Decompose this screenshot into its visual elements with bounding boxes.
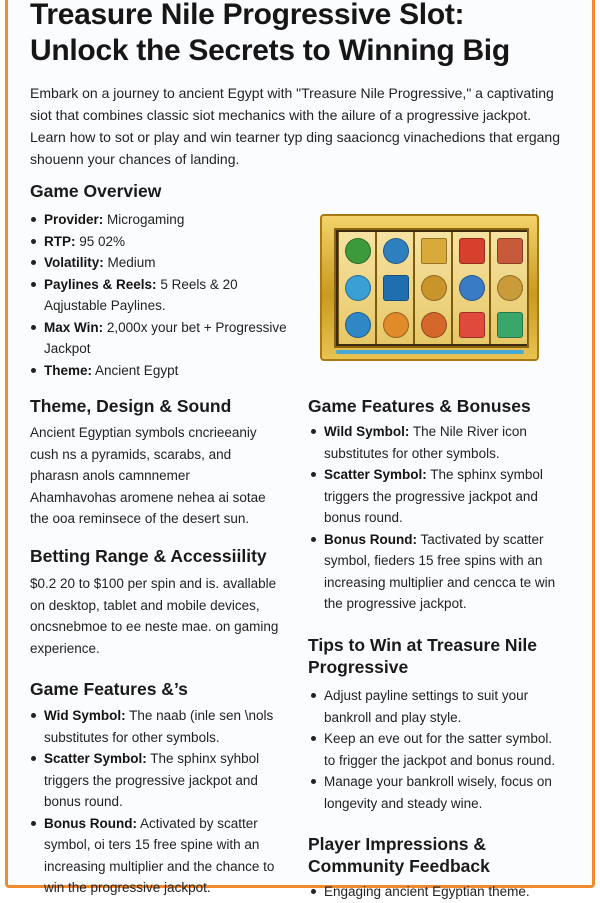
letter-a-symbol-icon	[497, 312, 523, 338]
tips-list	[310, 685, 558, 814]
ankh-symbol-icon	[345, 312, 371, 338]
list-item: Engaging ancient Egyptian theme.	[310, 881, 558, 903]
letter-a-symbol-icon	[497, 238, 523, 264]
gem-symbol-icon	[345, 275, 371, 301]
intro-paragraph: Embark on a journey to ancient Egypt with "Treasure Nile Progressive," a captivating siot that combines classic siot mechanics with the ailure of a progressive jackpot. Learn how to sot or play and win tearner typ ding saacioncg vinachedions that ergang shouenn your chances of landing.	[30, 85, 561, 167]
features-right-heading: Game Features & Bonuses	[308, 396, 531, 416]
reel	[490, 232, 528, 344]
number-symbol-icon	[383, 238, 409, 264]
list-item: Provider: Microgaming	[30, 209, 295, 231]
features-left-heading: Game Features &’s	[30, 679, 188, 699]
number-two-symbol-icon	[459, 312, 485, 338]
list-item: Manage your bankroll wisely, focus on longevity and steady wine.	[310, 771, 558, 814]
list-item: Bonus Round: Activated by scatter symbol, oi ters 15 free spine with an increasing multiplier and the chance to win the progressive jackpot.	[30, 813, 280, 899]
reel	[414, 232, 452, 344]
theme-heading: Theme, Design & Sound	[30, 396, 232, 416]
pyramid-symbol-icon	[421, 238, 447, 264]
theme-paragraph: Ancient Egyptian symbols cncrieeaniy cush ns a pyramids, scarabs, and pharasn anols camnnemer Ahamhavohas aromene nehea ai sotae the ooa reminsece of the desert sun.	[30, 425, 266, 526]
betting-paragraph: $0.2 20 to $100 per spin and is. avallable on desktop, tablet and mobile devices, oncsnebmoe to ee neste mae. on gaming experience.	[30, 576, 279, 656]
impressions-heading: Player Impressions & Community Feedback	[308, 834, 490, 876]
list-item: Wid Symbol: The naab (inle sen \nols substitutes for other symbols.	[30, 705, 280, 748]
reel	[452, 232, 490, 344]
list-item: RTP: 95 02%	[30, 231, 295, 253]
list-item: Scatter Symbol: The sphinx syhbol triggers the progressive jackpot and bonus round.	[30, 748, 280, 813]
list-item: Paylines & Reels: 5 Reels & 20 Aqjustable Paylines.	[30, 274, 295, 317]
list-item: Scatter Symbol: The sphinx symbol triggers the progressive jackpot and bonus round.	[310, 464, 558, 529]
list-item: Keep an eve out for the satter symbol. to frigger the jackpot and bonus round.	[310, 728, 558, 771]
betting-heading: Betting Range & Accessiility	[30, 546, 267, 566]
pharaoh-symbol-icon	[421, 275, 447, 301]
eye-symbol-icon	[383, 312, 409, 338]
list-item: Max Win: 2,000x your bet + Progressive Jackpot	[30, 317, 295, 360]
list-item: Volatility: Medium	[30, 252, 295, 274]
slot-base-bar	[336, 350, 524, 354]
impressions-list	[310, 881, 558, 903]
page-title: Treasure Nile Progressive Slot: Unlock the Secrets to Winning Big	[30, 0, 510, 67]
slot-reels	[334, 228, 529, 348]
list-item: Bonus Round: Tactivated by scatter symbol, fieders 15 free spins with an increasing multiplier and cencca te win the progressive jackpot.	[310, 529, 558, 615]
reel	[338, 232, 376, 344]
list-item: Theme: Ancient Egypt	[30, 360, 295, 382]
sphinx-symbol-icon	[459, 275, 485, 301]
tips-heading: Tips to Win at Treasure Nile Progressive	[308, 635, 538, 677]
scarab-symbol-icon	[497, 275, 523, 301]
overview-list	[30, 209, 295, 381]
scarab-symbol-icon	[345, 238, 371, 264]
sun-symbol-icon	[421, 312, 447, 338]
list-item: Wild Symbol: The Nile River icon substitutes for other symbols.	[310, 421, 558, 464]
features-left-list	[30, 705, 280, 899]
card-symbol-icon	[383, 275, 409, 301]
letter-a-symbol-icon	[459, 238, 485, 264]
overview-heading: Game Overview	[30, 181, 162, 201]
features-right-list	[310, 421, 558, 615]
list-item: Adjust payline settings to suit your bankroll and play style.	[310, 685, 558, 728]
reel	[376, 232, 414, 344]
article-frame	[5, 0, 595, 899]
slot-machine-image	[320, 214, 539, 361]
